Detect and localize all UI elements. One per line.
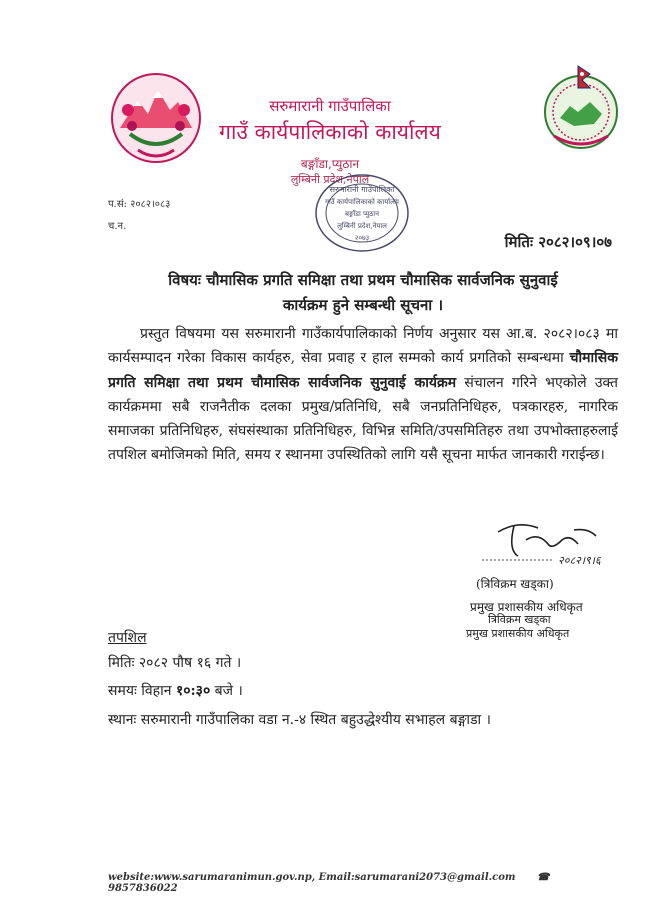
municipality-logo xyxy=(540,62,622,154)
signature-stamp-title: प्रमुख प्रशासकीय अधिकृत xyxy=(466,627,570,640)
body-text-2: संचालन गरिने भएकोले उक्त कार्यक्रममा सबै राजनैतीक दलका प्रमुख/प्रतिनिधि, सबै जनप्रतिनिधिहरु, पत्रकारहरु, नागरिक समाजका प्रतिनिधिहरु, संघसंस्थाका प्रतिनिधिहरु, विभिन्न समिति/उपसमितिहरु तथा उपभोक्ताहरुलाई तपशिल बमोजिमको मिति, समय र स्थानमा उपस्थितिको लागि यसै सूचना मार्फत जानकारी गराईन्छ। xyxy=(108,374,618,464)
office-name: गाउँ कार्यपालिकाको कार्यालय xyxy=(219,120,441,144)
signature-stamp-name: त्रिविक्रम खड्का xyxy=(488,613,551,626)
office-stamp xyxy=(306,170,418,256)
subject-line-2: कार्यक्रम हुने सम्बन्धी सूचना । xyxy=(282,296,444,314)
footer-phone: 9857836022 xyxy=(108,883,178,894)
footer-website: website:www.sarumaranimun.gov.np, Email:sarumarani2073@gmail.com xyxy=(108,872,516,883)
letter-date: मितिः २०८२।०९।०७ xyxy=(504,233,612,251)
schedule-place: स्थानः सरुमारानी गाउँपालिका वडा न.-४ स्थित बहुउद्धेश्यीय सभाहल बङ्गाडा । xyxy=(108,712,491,728)
body-program-name: चौमासिक प्रगति समिक्षा तथा प्रथम चौमासिक सार्वजनिक सुनुवाई कार्यक्रम xyxy=(108,350,618,391)
signature-date: २०८२।९।६ xyxy=(558,554,601,567)
officer-name: (त्रिविक्रम खड्का) xyxy=(476,577,554,591)
body-text-1: प्रस्तुत विषयमा यस सरुमारानी गाउँकार्यपालिकाको निर्णय अनुसार यस आ.ब. २०८२।०८३ मा कार्यसम्पादन गरेका विकास कार्यहरु, सेवा प्रवाह र हाल सम्मको कार्य प्रगतिको सम्बन्धमा xyxy=(108,326,618,367)
stamp-line-2: गाउँ कार्यपालिकाको कार्यालय xyxy=(325,198,399,206)
stamp-line-1: सरुमारानी गाउँपालिका xyxy=(329,185,395,194)
schedule-heading: तपशिल xyxy=(108,630,147,646)
office-province: लुम्बिनी प्रदेश,नेपाल xyxy=(290,173,370,186)
stamp-line-3: बङ्गाँडा प्युठान xyxy=(345,210,379,218)
letter-number: प.सं: २०८२।०८३ xyxy=(108,199,171,210)
schedule-time-label: समयः विहान xyxy=(108,683,176,699)
municipality-name: सरुमारानी गाउँपालिका xyxy=(269,97,391,115)
schedule-time xyxy=(108,681,243,700)
notice-body xyxy=(108,322,618,468)
stamp-line-5: २०७३ xyxy=(354,234,370,242)
schedule-time-value: १०:३० xyxy=(175,683,211,699)
schedule-time-suffix: बजे । xyxy=(210,683,243,699)
schedule-date: मितिः २०८२ पौष १६ गते । xyxy=(108,655,242,671)
office-address: बङ्गाँडा,प्युठान xyxy=(300,157,360,171)
dispatch-number: च.न. xyxy=(108,221,127,232)
stamp-line-4: लुम्बिनी प्रदेश,नेपाल xyxy=(337,222,387,230)
footer-contact xyxy=(108,872,588,894)
phone-icon: ☎ xyxy=(536,872,550,883)
subject-line-1: विषयः चौमासिक प्रगति समिक्षा तथा प्रथम चौमासिक सार्वजनिक सुनुवाई xyxy=(168,271,558,289)
officer-title: प्रमुख प्रशासकीय अधिकृत xyxy=(470,600,583,614)
handwritten-signature xyxy=(478,510,608,570)
